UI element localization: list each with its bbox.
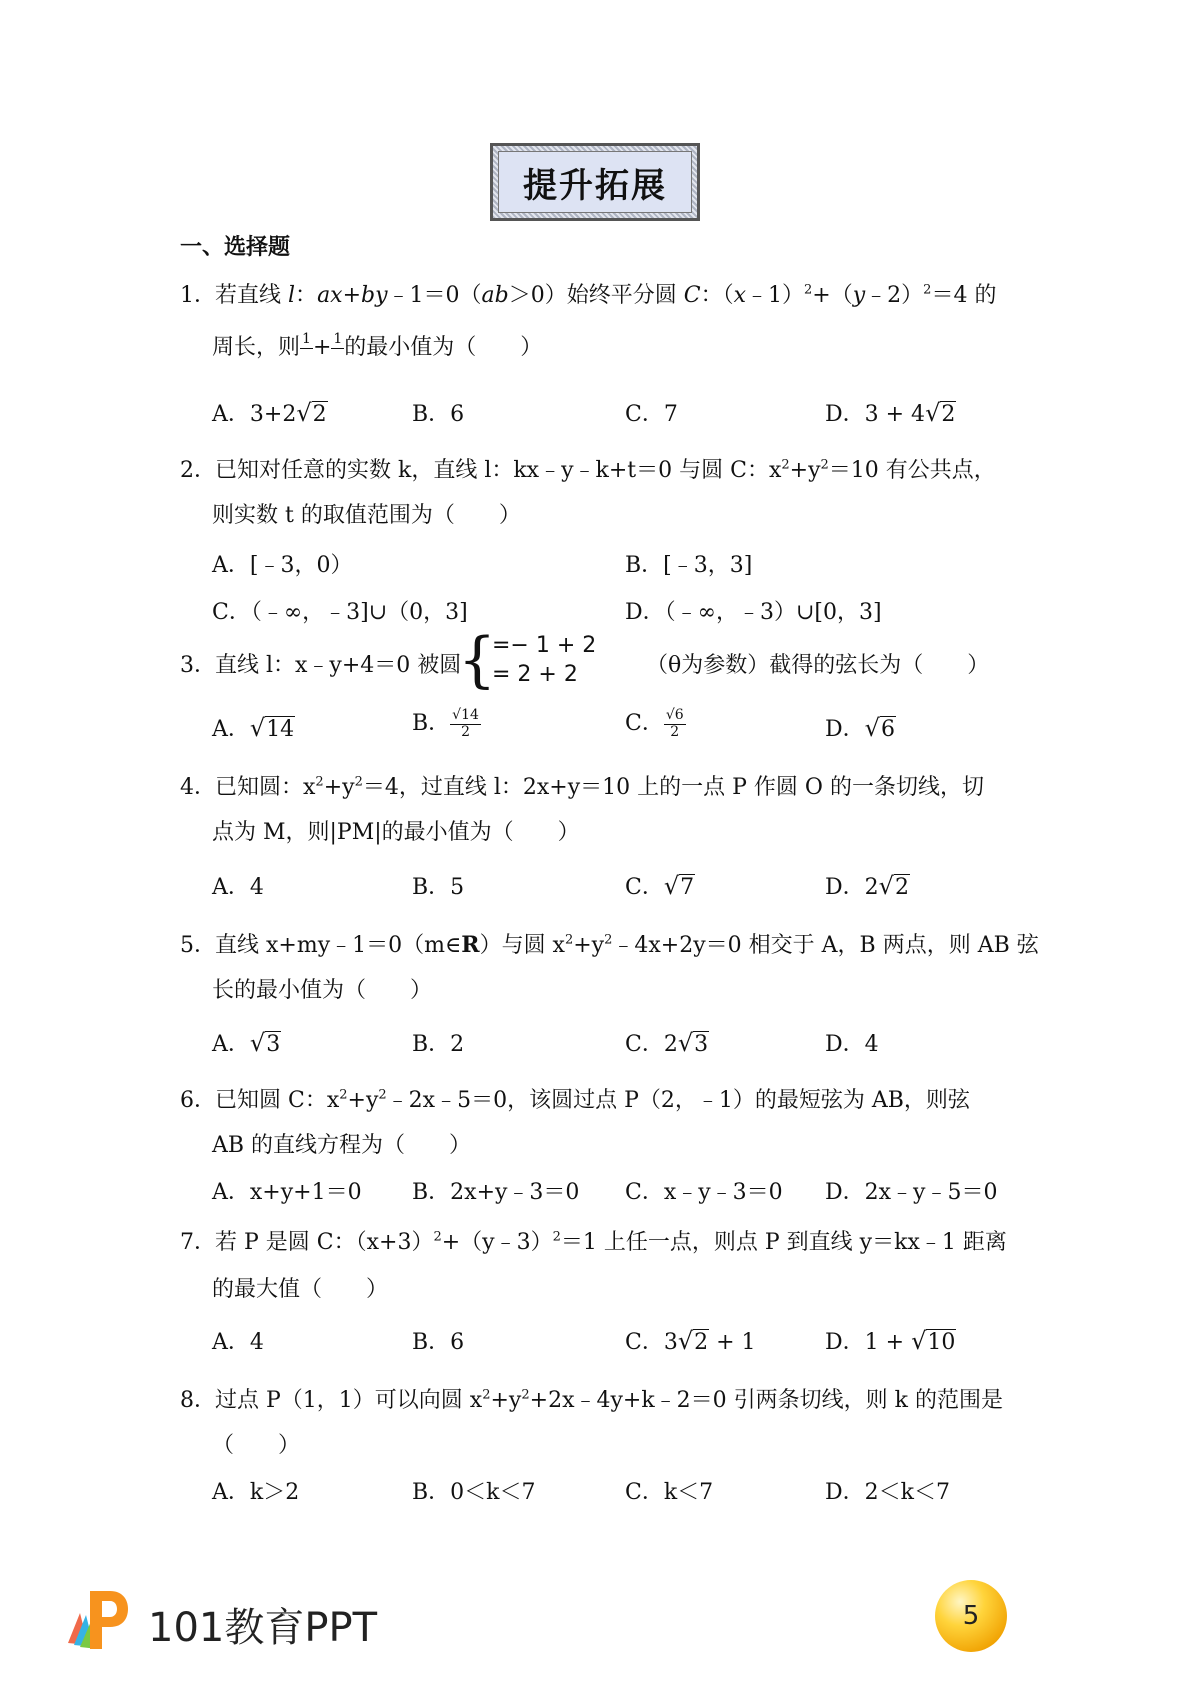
q2-line2: 则实数 t 的取值范围为（ ） — [212, 503, 521, 528]
q5-line2: 长的最小值为（ ） — [212, 978, 433, 1003]
q3-option-c[interactable]: C． $\frac{√6}{2}$ — [625, 707, 684, 740]
q1-option-c[interactable]: C．7 — [625, 402, 678, 427]
q5-option-d[interactable]: D．4 — [825, 1032, 879, 1057]
q2-option-b[interactable]: B．[﹣3，3] — [625, 553, 753, 578]
q7-option-d[interactable]: D．1 + √10 — [825, 1327, 956, 1355]
brand-name: 101教育PPT — [148, 1605, 378, 1651]
q3-line1-a: 直线 l：x﹣y+4＝0 被圆 — [215, 653, 462, 678]
q3-brace: { — [458, 625, 497, 695]
q4-line1: 已知圆：$x^2+y^2=4$，过直线 l：2x+y＝10 上的一点 P 作圆 O 的一条切线，切 — [215, 774, 984, 800]
q7-line1: 若 P 是圆 C：$(x+3)^2+(y﹣3)^2=1$ 上任一点，则点 P 到直线 y＝kx﹣1 距离 — [215, 1229, 1007, 1255]
q2-option-c[interactable]: C．（﹣∞，﹣3]∪（0，3] — [212, 600, 468, 625]
q1-line2: 周长，则 1 + 1 的最小值为（ ） — [212, 330, 542, 364]
q1-fraction-1: 1 — [302, 331, 311, 348]
q4-option-d[interactable]: D．2√2 — [825, 872, 909, 900]
q3-number: 3． — [180, 653, 216, 678]
q4-option-b[interactable]: B．5 — [412, 875, 465, 900]
q4-line2: 点为 M，则|PM|的最小值为（ ） — [212, 820, 580, 845]
q1-number: 1． — [180, 283, 216, 308]
q8-option-c[interactable]: C．k＜7 — [625, 1480, 714, 1505]
q3-option-b[interactable]: B． $\frac{√14}{2}$ — [412, 707, 479, 740]
q7-option-c[interactable]: C．3√2 + 1 — [625, 1327, 756, 1355]
q3-option-a[interactable]: A．√14 — [212, 714, 295, 742]
q5-number: 5． — [180, 933, 216, 958]
q4-option-c[interactable]: C．√7 — [625, 872, 695, 900]
q6-option-c[interactable]: C．x﹣y﹣3＝0 — [625, 1180, 783, 1205]
q3-system-row1: =− 1 + 2 — [492, 633, 597, 658]
title-box — [490, 143, 700, 221]
q2-number: 2． — [180, 458, 216, 483]
section-heading: 一、选择题 — [180, 235, 291, 260]
q6-line2: AB 的直线方程为（ ） — [212, 1133, 472, 1158]
q2-option-a[interactable]: A．[﹣3，0） — [212, 553, 353, 578]
q6-number: 6． — [180, 1088, 216, 1113]
page-title: 提升拓展 — [498, 151, 692, 213]
q8-number: 8． — [180, 1388, 216, 1413]
page-number: 5 — [935, 1580, 1007, 1652]
q6-option-b[interactable]: B．2x+y﹣3＝0 — [412, 1180, 580, 1205]
q6-line1: 已知圆 C：$x^2+y^2﹣2x﹣5=0$，该圆过点 P（2，﹣1）的最短弦为 AB，则弦 — [215, 1087, 970, 1113]
q1-option-d[interactable]: D．3 + 4√2 — [825, 399, 956, 427]
q1-line1: 若直线 l：ax+by﹣1＝0（ab＞0）始终平分圆 C：（x﹣1）$^2$+（y﹣2）$^2$＝4 的 — [215, 282, 997, 308]
q4-option-a[interactable]: A．4 — [212, 875, 264, 900]
q3-line1-b: （θ为参数）截得的弦长为（ ） — [646, 653, 990, 678]
q7-line2: 的最大值（ ） — [212, 1277, 389, 1302]
q6-option-a[interactable]: A．x+y+1＝0 — [212, 1180, 362, 1205]
brand-logo-icon — [60, 1583, 130, 1653]
q7-number: 7． — [180, 1230, 216, 1255]
q2-line1: 已知对任意的实数 k，直线 l：kx﹣y﹣k+t＝0 与圆 C：$x^2+y^2=10$ 有公共点， — [215, 457, 996, 483]
q7-option-a[interactable]: A．4 — [212, 1330, 264, 1355]
q1-option-b[interactable]: B．6 — [412, 402, 465, 427]
q7-option-b[interactable]: B．6 — [412, 1330, 465, 1355]
q3-system-row2: = 2 + 2 — [492, 662, 578, 687]
q2-option-d[interactable]: D．（﹣∞，﹣3）∪[0，3] — [625, 600, 882, 625]
q8-line2: （ ） — [212, 1433, 301, 1458]
q5-option-a[interactable]: A．√3 — [212, 1029, 281, 1057]
q5-option-c[interactable]: C．2√3 — [625, 1029, 709, 1057]
q8-option-d[interactable]: D．2＜k＜7 — [825, 1480, 950, 1505]
q4-number: 4． — [180, 775, 216, 800]
q6-option-d[interactable]: D．2x﹣y﹣5＝0 — [825, 1180, 998, 1205]
q5-line1: 直线 x+my﹣1＝0（m∈R）与圆 $x^2+y^2﹣4x+2y=0$ 相交于 A，B 两点，则 AB 弦 — [215, 932, 1039, 958]
q8-line1: 过点 P（1，1）可以向圆 $x^2+y^2+2x﹣4y+k﹣2=0$ 引两条切线，则 k 的范围是 — [215, 1387, 1003, 1413]
q8-option-b[interactable]: B．0＜k＜7 — [412, 1480, 536, 1505]
q3-option-d[interactable]: D．√6 — [825, 714, 895, 742]
q5-option-b[interactable]: B．2 — [412, 1032, 465, 1057]
q8-option-a[interactable]: A．k＞2 — [212, 1480, 300, 1505]
q1-fraction-2: 1 — [333, 331, 343, 348]
q1-option-a[interactable]: A．3+2√2 — [212, 399, 327, 427]
